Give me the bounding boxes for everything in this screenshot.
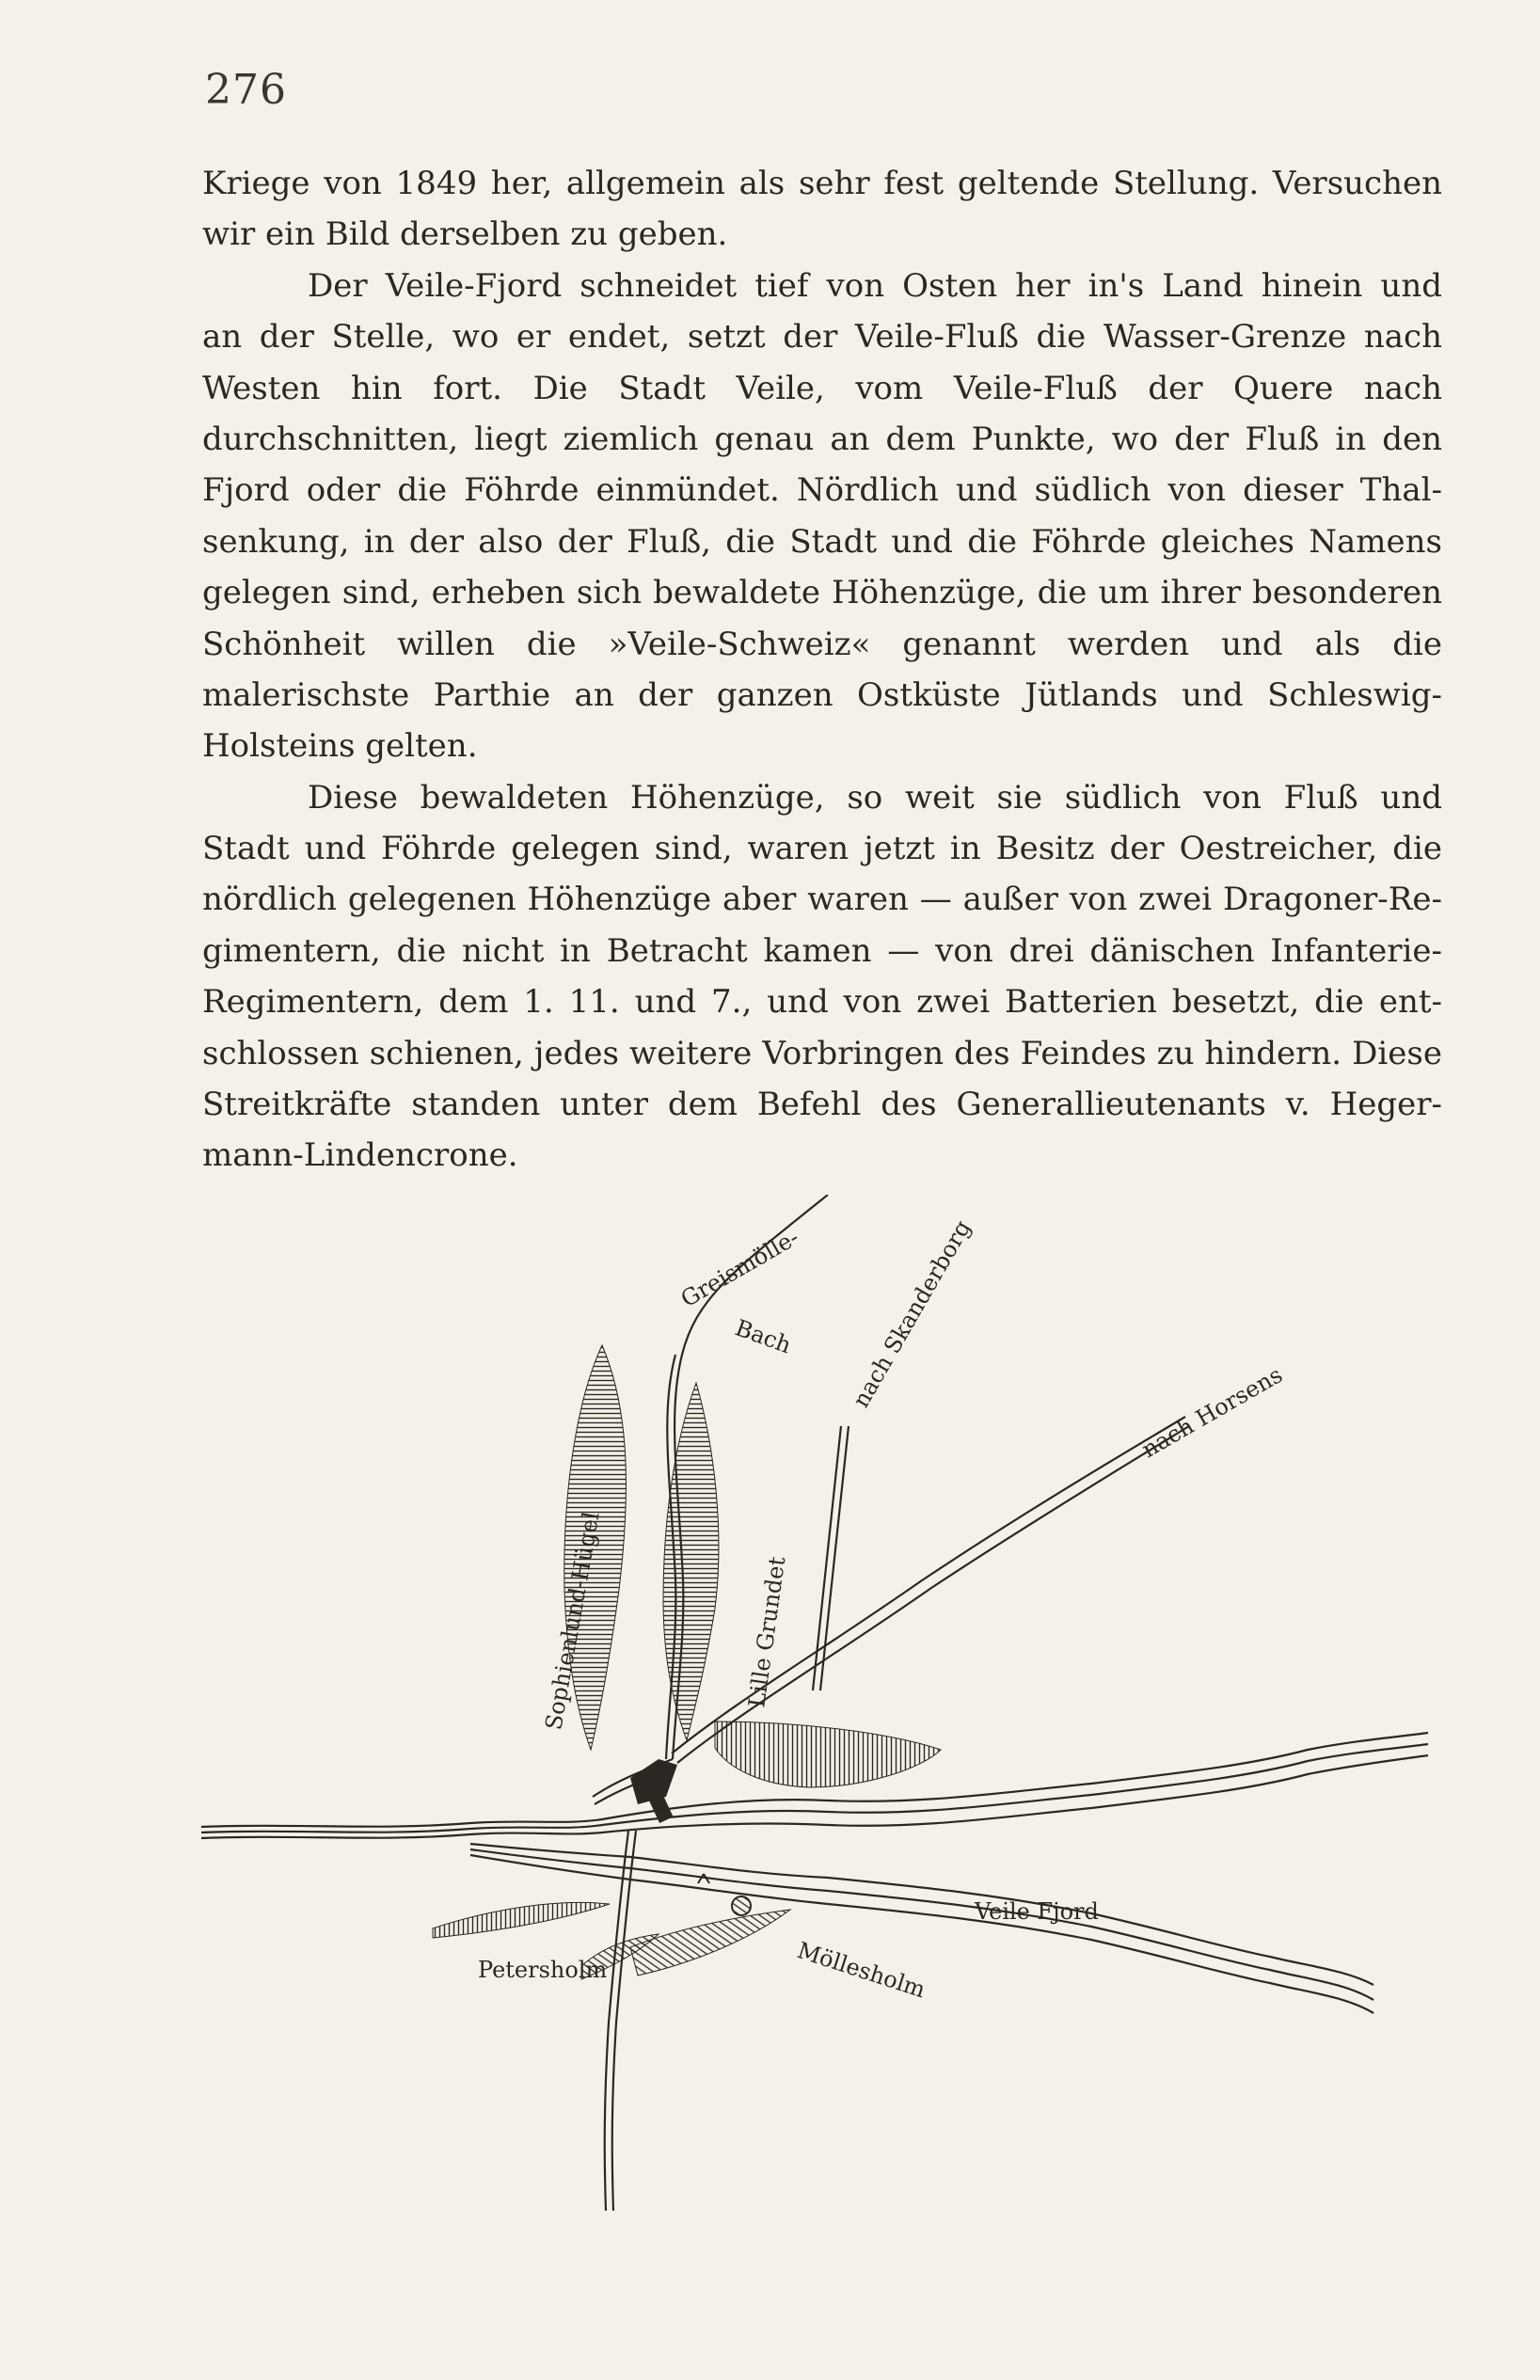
- label-veile-fjord: Veile Fjord: [975, 1898, 1099, 1925]
- text-line: schlossen schienen, jedes weitere Vorbringen des Feindes zu hindern. Diese: [202, 1034, 1442, 1072]
- hill-east: [715, 1722, 941, 1787]
- text-line: senkung, in der also der Fluß, die Stadt und die Föhrde gleiches Namens: [202, 522, 1442, 561]
- label-greismolle: Greismölle-: [676, 1224, 803, 1313]
- text-line: nördlich gelegenen Höhenzüge aber waren — außer von zwei Dragoner-Re-: [202, 881, 1442, 919]
- text-line: Fjord oder die Föhrde einmündet. Nördlich und südlich von dieser Thal-: [202, 471, 1442, 510]
- text-line: Holsteins gelten.: [202, 727, 478, 766]
- hill-lille-grundet: [663, 1383, 719, 1740]
- body-text: [202, 158, 1442, 1182]
- page-number: 276: [205, 66, 287, 114]
- text-line: wir ein Bild derselben zu geben.: [202, 215, 728, 254]
- text-line: mann-Lindencrone.: [202, 1136, 518, 1175]
- text-line: an der Stelle, wo er endet, setzt der Veile-Fluß die Wasser-Grenze nach: [202, 318, 1442, 357]
- map-illustration: [188, 1195, 1439, 2211]
- hill-mollesholm: [630, 1910, 790, 1975]
- label-bach: Bach: [731, 1314, 795, 1359]
- text-line: Westen hin fort. Die Stadt Veile, vom Veile-Fluß der Quere nach: [202, 369, 1442, 407]
- veile-map: [188, 1195, 1439, 2211]
- text-line: Diese bewaldeten Höhenzüge, so weit sie südlich von Fluß und: [308, 778, 1442, 817]
- text-line: malerischste Parthie an der ganzen Ostküste Jütlands und Schleswig-: [202, 675, 1442, 714]
- text-line: Der Veile-Fjord schneidet tief von Osten her in's Land hinein und: [308, 266, 1442, 305]
- label-lille-grundet: Lille Grundet: [743, 1554, 791, 1709]
- hill-petersholm: [433, 1902, 610, 1938]
- text-line: Kriege von 1849 her, allgemein als sehr fest geltende Stellung. Versuchen: [202, 165, 1442, 202]
- label-skanderborg: nach Skanderborg: [847, 1215, 976, 1412]
- text-line: durchschnitten, liegt ziemlich genau an dem Punkte, wo der Fluß in den: [202, 420, 1442, 458]
- text-line: Stadt und Föhrde gelegen sind, waren jetzt in Besitz der Oestreicher, die: [202, 830, 1442, 868]
- text-line: gelegen sind, erheben sich bewaldete Höhenzüge, die um ihrer besonderen: [202, 574, 1442, 612]
- text-line: Regimentern, dem 1. 11. und 7., und von zwei Batterien besetzt, die ent-: [202, 983, 1442, 1022]
- label-mollesholm: Möllesholm: [794, 1937, 929, 2004]
- text-line: gimentern, die nicht in Betracht kamen — von drei dänischen Infanterie-: [202, 931, 1442, 970]
- hills: [433, 1345, 941, 1979]
- text-line: Schönheit willen die »Veile-Schweiz« genannt werden und als die: [202, 625, 1442, 663]
- text-line: Streitkräfte standen unter dem Befehl des Generallieutenants v. Heger-: [202, 1086, 1442, 1124]
- label-petersholm: Petersholm: [478, 1957, 608, 1983]
- label-horsens: nach Horsens: [1137, 1361, 1288, 1464]
- label-sophienlund: Sophienlund-Hügel: [540, 1509, 605, 1733]
